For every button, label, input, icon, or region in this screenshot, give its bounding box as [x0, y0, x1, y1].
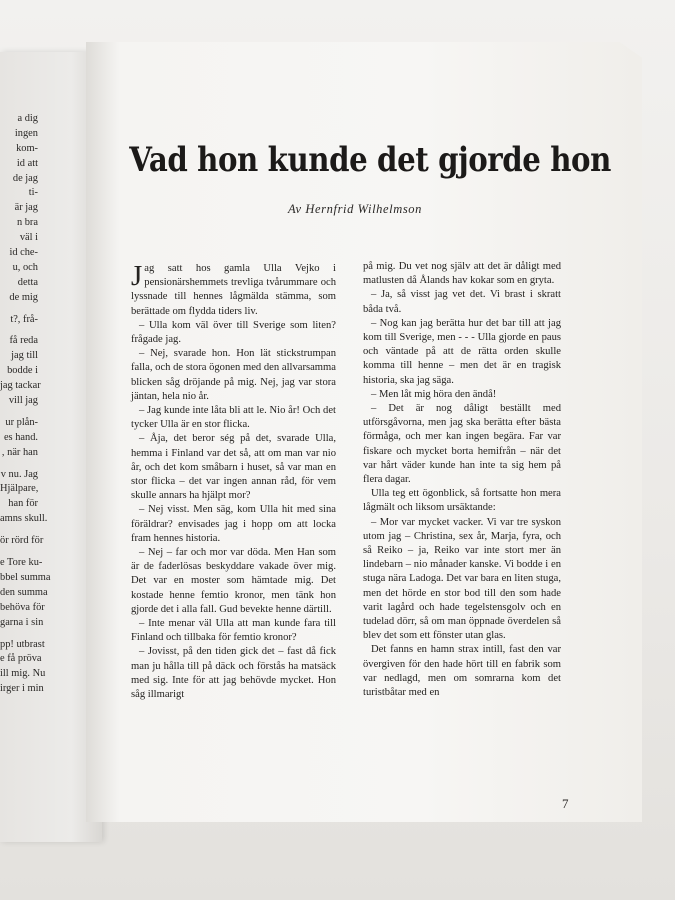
previous-page-line: id att: [16, 157, 38, 169]
previous-page-line: u, och: [12, 261, 38, 273]
previous-page-text-column: [0, 112, 51, 697]
previous-page-line: es hand.: [3, 431, 38, 443]
article-paragraph: – Nej – far och mor var döda. Men Han som är de faderlösas beskyddare vakade över mig. Det var en moster som hämtade mig. Det kostade henne femtio kronor, men tänk hon gjorde det i alla fall. Gud bevekte henne därtill.: [131, 547, 336, 615]
previous-page-line: id che-: [9, 247, 38, 259]
previous-page-line: Hjälpare,: [0, 483, 39, 495]
previous-page-line: de jag: [12, 172, 38, 184]
previous-page-line: garna i sin: [0, 616, 44, 628]
previous-page-line: vill jag: [8, 395, 38, 407]
paragraph-gap: [0, 327, 38, 334]
previous-page-line: få reda: [9, 335, 38, 347]
previous-page-line: är jag: [14, 202, 38, 214]
previous-page-line: detta: [17, 276, 38, 288]
article-paragraph: – Jovisst, på den tiden gick det – fast då fick man ju hålla till på däck och förstås ha matsäck med sig. Inte för att jag behövde mycket. Hon såg illmarigt: [131, 646, 336, 701]
article-paragraph: – Åja, det beror ség på det, svarade Ulla, hemma i Finland var det så, att om man var nio år, och det kom småbarn i huset, så var man en stor flicka – det var ingen annan råd, för vem skulle annars ha hjälpt mor?: [131, 433, 336, 502]
article-paragraph: – Nog kan jag berätta hur det bar till att jag kom till Sverige, men - - - Ulla gjorde en paus och väntade på att de rätta orden skulle komma till henne – men det är en tragisk historia, ska jag säga.: [363, 317, 561, 386]
article-column-right: [363, 260, 561, 700]
previous-page-line: e få pröva: [0, 653, 42, 665]
previous-page-line: väl i: [19, 232, 38, 244]
paragraph-gap: [0, 306, 38, 313]
paragraph-gap: [0, 549, 38, 556]
article-paragraph: – Mor var mycket vacker. Vi var tre syskon utom jag – Christina, sex år, Marja, fyra, och så Reiko – ja, Reiko var inte stort mer än lindebarn – nio månader kanske. Vi bodde i en stuga nära Ladoga. Det var bara en liten stuga, men det hörde en stor bod till den som hade varit lagård och hade tegelstensgolv och en tudelad dörr, så om man öppnade överdelen så blev det som ett fönster utan glas.: [363, 516, 561, 642]
previous-page-line: behöva för: [0, 601, 45, 613]
previous-page-line: bbel summa: [0, 571, 51, 583]
paragraph-gap: [0, 461, 38, 468]
previous-page-line: v nu. Jag: [0, 468, 38, 480]
previous-page-line: ur plån-: [5, 416, 38, 428]
article-byline: Av Hernfrid Wilhelmson: [287, 202, 423, 216]
previous-page-line: amns skull.: [0, 513, 48, 525]
previous-page-line: n bra: [16, 217, 38, 229]
previous-page-line: bodde i: [7, 365, 38, 377]
previous-page-line: kom-: [16, 142, 38, 154]
article-paragraph: – Inte menar väl Ulla att man kunde fara till Finland och tillbaka för femtio kronor?: [131, 618, 336, 644]
previous-page-line: jag till: [11, 350, 38, 362]
article-column-left: [131, 262, 336, 702]
article-paragraph: – Nej, svarade hon. Hon lät stickstrumpan falla, och de stora ögonen med den allvarsamma blicken såg dröjande på mig. Nej, jag var stora jäntan, hela nio år.: [131, 348, 336, 402]
article-paragraph: [131, 262, 336, 319]
article-title: Vad hon kunde det gjorde hon: [129, 140, 611, 180]
article-paragraph: – Det är nog dåligt beställt med utförsgåvorna, men jag ska berätta efter bästa förmåga, och mer kan ingen begära. Far var fiskare och mycket borta hemifrån – när det var hårt väder kunde han inte ta sig hem på flera dagar.: [363, 403, 561, 486]
previous-page-line: pp! utbrast: [0, 638, 45, 650]
previous-page-line: ti-: [28, 187, 38, 199]
previous-page-line: ör rörd för: [0, 535, 44, 547]
previous-page-line: han för: [8, 498, 38, 510]
article-paragraph-text: ag satt hos gamla Ulla Vejko i pensionärshemmets trevliga tvårummare och lyssnade till hennes lågmälda stämma, som berättade om flydda tiders liv.: [131, 263, 336, 317]
previous-page-line: de mig: [9, 291, 38, 303]
page-number: 7: [562, 796, 569, 811]
previous-page-line: den summa: [0, 586, 48, 598]
article-paragraph: – Men låt mig höra den ändå!: [371, 388, 497, 400]
previous-page-line: a dig: [17, 113, 38, 124]
previous-page-line: e Tore ku-: [0, 557, 43, 569]
article-paragraph: på mig. Du vet nog själv att det är dåligt med matlusten då Ålands hav kokar som en gryta.: [363, 261, 561, 287]
article-paragraph: – Ja, så visst jag vet det. Vi brast i skratt båda två.: [363, 289, 561, 315]
article-paragraph: – Ulla kom väl över till Sverige som liten? frågade jag.: [131, 319, 336, 346]
article-paragraph: Det fanns en hamn strax intill, fast den var övergiven för den hade hört till en fabrik som var nedlagd, men om somrarna kom det turistbåtar med en: [363, 644, 561, 699]
article-paragraph: Ulla teg ett ögonblick, så fortsatte hon mera lågmält och liksom ursäktande:: [363, 488, 561, 514]
previous-page-line: , när han: [1, 446, 38, 458]
previous-page-line: ingen: [14, 127, 38, 139]
previous-page-line: t?, frå-: [10, 313, 38, 325]
paragraph-gap: [0, 409, 38, 416]
article-paragraph: – Nej visst. Men säg, kom Ulla hit med sina föräldrar? envisades jag i hopp om att locka fram hennes historia.: [131, 504, 336, 544]
previous-page-line: irger i min: [0, 683, 44, 695]
previous-page-line: jag tackar: [0, 380, 41, 392]
paragraph-gap: [0, 527, 38, 534]
article-paragraph: – Jag kunde inte låta bli att le. Nio år! Och det tycker Ulla är en stor flicka.: [131, 405, 336, 431]
drop-cap: J: [131, 260, 143, 292]
previous-page-line: ill mig. Nu: [0, 668, 46, 680]
paragraph-gap: [0, 631, 38, 638]
